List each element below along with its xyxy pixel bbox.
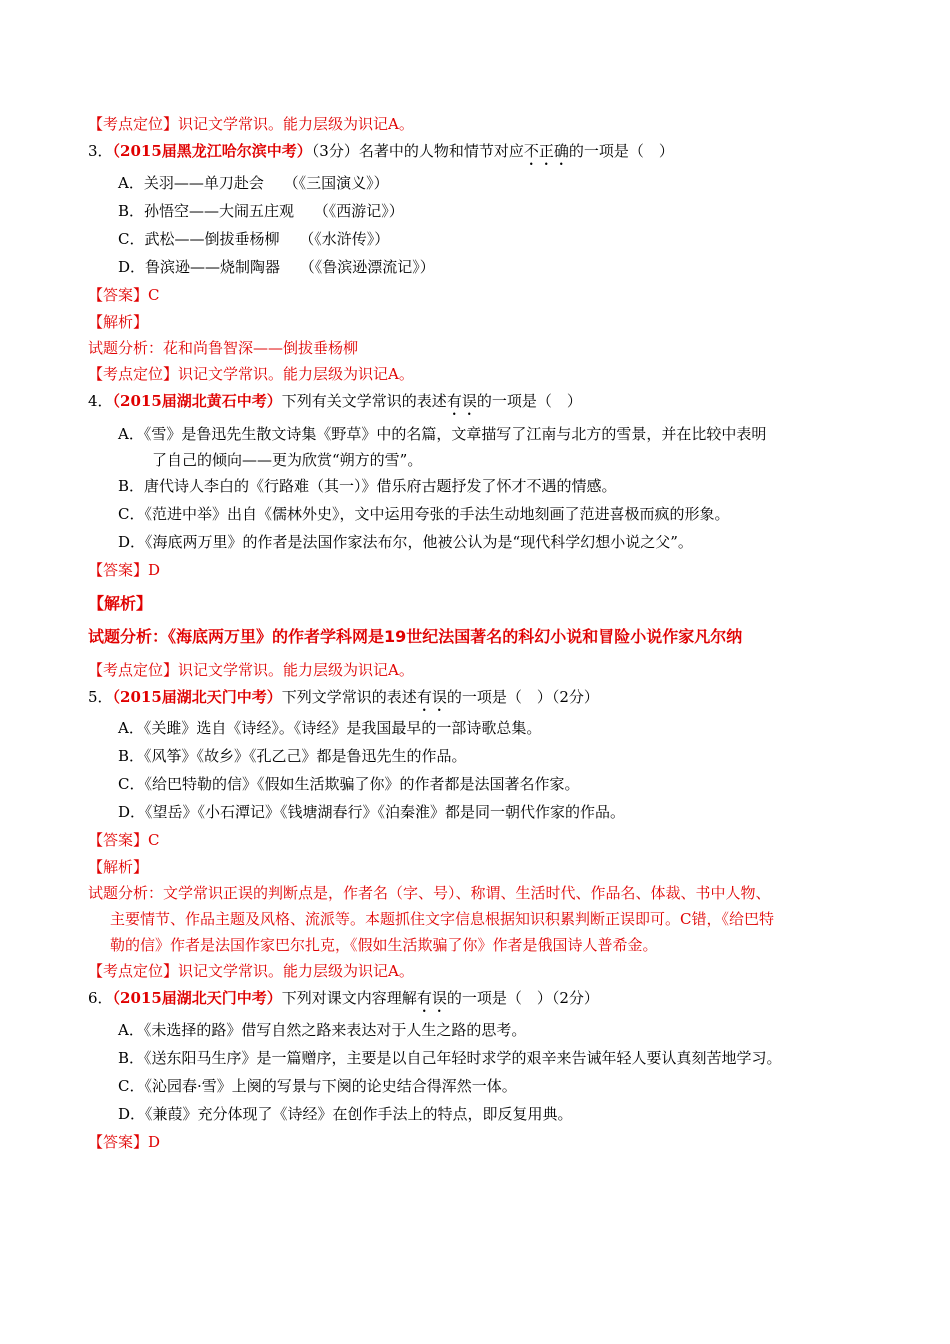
option-a-continued: 了自己的倾向——更为欣赏“朔方的雪”。 [152,451,423,469]
option-d: D．鲁滨逊——烧制陶器 （《鲁滨逊漂流记》） [118,258,435,276]
stem-text: 下列有关文学常识的表述 [281,392,447,410]
analysis-label: 【解析】 [88,594,153,613]
answer-label: 【答案】 [88,286,149,304]
answer-value: C [148,831,160,849]
answer-value: D [148,1133,161,1151]
answer-line [88,285,160,305]
emphasized-text: 有误 [416,989,447,1007]
question-source: （2015届湖北天门中考） [112,989,282,1007]
answer-label: 【答案】 [88,561,149,579]
option-d: D．《兼葭》充分体现了《诗经》在创作手法上的特点，即反复用典。 [118,1105,573,1123]
answer-line [88,1132,160,1152]
answer-line [88,560,160,580]
stem-text: 的一项是（ ）（2分） [446,688,599,706]
answer-value: D [148,561,161,579]
analysis-text: 试题分析：《海底两万里》的作者学科网是19世纪法国著名的科幻小说和冒险小说作家凡尔纳 [88,627,743,646]
option-b: B．唐代诗人李白的《行路难（其一）》借乐府古题抒发了怀才不遇的情感。 [118,477,617,495]
emphasized-text: 不正确 [523,142,569,160]
question-3-stem [88,141,674,169]
emphasized-text: 有误 [416,688,447,706]
option-b: B．孙悟空——大闹五庄观 （《西游记》） [118,202,404,220]
question-source: （2015届黑龙江哈尔滨中考） [112,142,312,160]
analysis-label: 【解析】 [88,858,149,876]
question-number: 6． [88,989,113,1007]
option-a: A．关羽——单刀赴会 （《三国演义》） [118,174,389,192]
option-b: B．《送东阳马生序》是一篇赠序，主要是以自己年轻时求学的艰辛来告诫年轻人要认真刻苦地学习。 [118,1049,782,1067]
kaodian-label: 【考点定位】识记文学常识。能力层级为识记A。 [88,115,414,133]
kaodian-label: 【考点定位】识记文学常识。能力层级为识记A。 [88,661,414,679]
option-c: C．《范进中举》出自《儒林外史》，文中运用夸张的手法生动地刻画了范进喜极而疯的形象。 [118,505,730,523]
answer-line [88,830,160,850]
question-4-stem [88,391,582,419]
stem-text: 的一项是（ ） [568,142,674,160]
question-number: 3． [88,142,113,160]
answer-label: 【答案】 [88,1133,149,1151]
option-c: C．《沁园春·雪》上阕的写景与下阕的论史结合得浑然一体。 [118,1077,517,1095]
stem-text: 下列对课文内容理解 [281,989,417,1007]
option-b: B．《风筝》《故乡》《孔乙己》都是鲁迅先生的作品。 [118,747,467,765]
stem-text: 的一项是（ ） [476,392,582,410]
emphasized-text: 有误 [446,392,477,410]
analysis-text: 勒的信》作者是法国作家巴尔扎克，《假如生活欺骗了你》作者是俄国诗人普希金。 [110,936,658,954]
answer-label: 【答案】 [88,831,149,849]
analysis-text: 试题分析：文学常识正误的判断点是，作者名（字、号）、称谓、生活时代、作品名、体裁、书中人物、 [88,884,771,902]
analysis-text: 主要情节、作品主题及风格、流派等。本题抓住文字信息根据知识积累判断正误即可。C错，《给巴特 [110,910,774,928]
option-a: A．《雪》是鲁迅先生散文诗集《野草》中的名篇，文章描写了江南与北方的雪景，并在比较中表明 [118,425,767,443]
question-number: 5． [88,688,113,706]
stem-text: （3分）名著中的人物和情节对应 [311,142,524,160]
option-c: C．《给巴特勒的信》《假如生活欺骗了你》的作者都是法国著名作家。 [118,775,580,793]
question-source: （2015届湖北黄石中考） [112,392,282,410]
analysis-text: 试题分析：花和尚鲁智深——倒拔垂杨柳 [88,339,359,357]
kaodian-label: 【考点定位】识记文学常识。能力层级为识记A。 [88,365,414,383]
question-source: （2015届湖北天门中考） [112,688,282,706]
question-5-stem [88,687,599,715]
stem-text: 的一项是（ ）（2分） [446,989,599,1007]
option-a: A．《关雎》选自《诗经》。《诗经》是我国最早的一部诗歌总集。 [118,719,542,737]
option-c: C．武松——倒拔垂杨柳 （《水浒传》） [118,230,390,248]
question-number: 4． [88,392,113,410]
option-d: D．《望岳》《小石潭记》《钱塘湖春行》《泊秦淮》都是同一朝代作家的作品。 [118,803,626,821]
question-6-stem [88,988,599,1016]
kaodian-label: 【考点定位】识记文学常识。能力层级为识记A。 [88,962,414,980]
stem-text: 下列文学常识的表述 [281,688,417,706]
answer-value: C [148,286,160,304]
analysis-label: 【解析】 [88,313,149,331]
option-a: A．《未选择的路》借写自然之路来表达对于人生之路的思考。 [118,1021,527,1039]
option-d: D．《海底两万里》的作者是法国作家法布尔，他被公认为是“现代科学幻想小说之父”。 [118,533,693,551]
